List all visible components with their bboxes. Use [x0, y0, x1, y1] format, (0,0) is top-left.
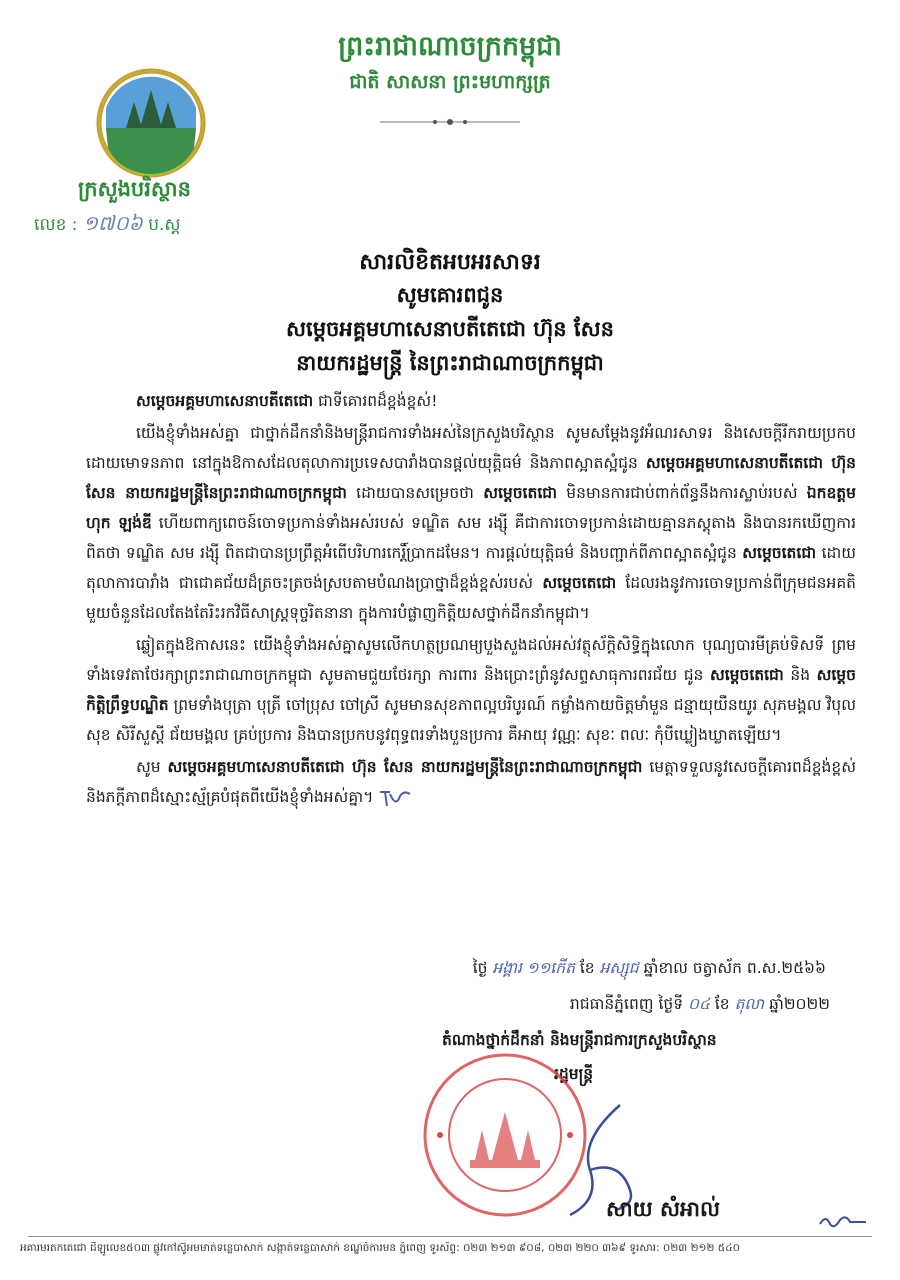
p1-text-c: ដោយបានសម្រេចថា	[356, 484, 474, 502]
reference-number	[34, 210, 181, 240]
p1-bold-h: សម្តេចតេជោ	[742, 544, 817, 562]
paragraph-3	[86, 752, 856, 812]
p2-bold-d: សម្តេចកិត្តិព្រឹទ្ធបណ្ឌិត	[86, 666, 856, 714]
footer-address: អគារមរតកតេជោ ដីឡូលេខ៥០៣ ផ្លូវកៅស៊ូអមមាត់ទន្លេបាសាក់ សង្កាត់ទន្លេបាសាក់ ខណ្ឌចំការមន ភ្នំពេញ ទូរស័ព្ទ: ០២៣ ២១៣ ៩០៨, ០២៣ ២២០ ៣៦៩ ទូរសារ: ០២៣ ២១២ ៥៤០	[20, 1242, 741, 1254]
handwritten-initial-icon	[378, 786, 412, 810]
solar-year: ឆ្នាំ២០២២	[769, 995, 830, 1013]
p3-bold-b: សម្តេចអគ្គមហាសេនាបតីតេជោ ហ៊ុន សែន នាយករដ្ឋមន្ត្រីនៃព្រះរាជាណាចក្រកម្ពុជា	[167, 758, 643, 776]
paragraph-1	[86, 418, 856, 628]
p3-text-c: មេត្តាទទួលនូវសេចក្តីគោរពដ៏ខ្ពង់ខ្ពស់ និងភក្តីភាពដ៏ស្មោះស្ម័គ្របំផុតពីយើងខ្ញុំទាំងអស់គ្នា។	[86, 758, 856, 806]
p2-text-c: និង	[790, 666, 811, 684]
letter-title: សារលិខិតអបអរសាទរ	[359, 250, 541, 275]
salutation-rest: ជាទីគោរពដ៏ខ្ពង់ខ្ពស់!	[318, 392, 438, 410]
p3-text-a: សូម	[136, 758, 161, 776]
ornament-divider-icon	[380, 118, 520, 126]
p2-bold-b: សម្តេចតេជោ	[709, 666, 784, 684]
solar-month-label: ខែ	[714, 995, 730, 1013]
signatory-title: តំណាងថ្នាក់ដឹកនាំ និងមន្ត្រីរាជការក្រសួងបរិស្ថាន	[442, 1031, 717, 1049]
national-motto: ជាតិ សាសនា ព្រះមហាក្សត្រ	[349, 71, 551, 93]
p1-bold-f: ឯកឧត្តម ហុក ឡង់ឌី	[86, 484, 856, 532]
solar-month-handwritten: តុលា	[734, 995, 765, 1013]
solar-day-handwritten: ០៤	[688, 995, 710, 1013]
paragraph-2	[86, 630, 856, 750]
lunar-year: ឆ្នាំខាល ចត្វាស័ក ព.ស.២៥៦៦	[643, 959, 826, 977]
lunar-date	[473, 958, 826, 981]
p1-bold-j: សម្តេចតេជោ	[542, 574, 617, 592]
p1-text-g: ហើយពាក្យពេចន៍ចោទប្រកាន់ទាំងអស់របស់ ទណ្ឌិត សម រង្ស៊ី គឺជាការចោទប្រកាន់ដោយគ្មានភស្តុតាង និងបានរកឃើញការពិតថា ទណ្ឌិត សម រង្ស៊ី ពិតជាបានប្រព្រឹត្តអំពើបរិហារកេរ្តិ៍ប្រាកដមែន។ ការផ្តល់យុត្តិធម៌ និងបញ្ជាក់ពីភាពស្អាតស្អំជូន	[86, 514, 856, 562]
ministry-logo-icon	[96, 68, 206, 178]
p1-text-a: យើងខ្ញុំទាំងអស់គ្នា ជាថ្នាក់ដឹកនាំនិងមន្ត្រីរាជការទាំងអស់នៃក្រសួងបរិស្ថាន សូមសម្តែងនូវអំណរសាទរ និងសេចក្តីរីករាយប្រកបដោយមោទនភាព នៅក្នុងឱកាសដែលតុលាការប្រទេសបារាំងបានផ្តល់យុត្តិធម៌ និងភាពស្អាតស្អំជូន	[86, 424, 856, 472]
addressee-intro: សូមគោរពជូន	[396, 283, 504, 307]
solar-prefix: រាជធានីភ្នំពេញ ថ្ងៃទី	[569, 995, 684, 1013]
footer-divider	[28, 1236, 872, 1237]
signatory-role: រដ្ឋមន្ត្រី	[554, 1065, 594, 1083]
p1-text-k: ដែលរងនូវការចោទប្រកាន់ពីក្រុមជនអគតិមួយចំនួនដែលតែងតែរិះរកវិធីសាស្ត្រទុច្ចរិតនានា ក្នុងការបំផ្លាញកិត្តិយសថ្នាក់ដឹកនាំកម្ពុជា។	[86, 574, 856, 622]
solar-date	[570, 994, 830, 1017]
ref-number: ១៧០៦	[82, 211, 143, 235]
p2-text-a: ឆ្លៀតក្នុងឱកាសនេះ យើងខ្ញុំទាំងអស់គ្នាសូមលើកហត្ថប្រណម្យបួងសួងដល់អស់វត្ថុស័ក្តិសិទ្ធិក្នុងលោក បុណ្យបារមីគ្រប់ទិសទី ព្រមទាំងទេវតាថែរក្សាព្រះរាជាណាចក្រកម្ពុជា សូមតាមជួយថែរក្សា ការពារ និងប្រោះព្រំនូវសព្ទសាធុការពរជ័យ ជូន	[86, 636, 856, 684]
addressee-name: សម្តេចអគ្គមហាសេនាបតីតេជោ ហ៊ុន សែន	[286, 317, 614, 341]
p1-bold-d: សម្តេចតេជោ	[483, 484, 557, 502]
addressee-position: នាយករដ្ឋមន្ត្រី នៃព្រះរាជាណាចក្រកម្ពុជា	[296, 351, 604, 375]
kingdom-title: ព្រះរាជាណាចក្រកម្ពុជា	[338, 31, 562, 62]
signatory-name: សាយ សំអាល់	[606, 1197, 720, 1221]
ref-suffix: ប.ស្ត	[148, 215, 181, 235]
lunar-prefix: ថ្ងៃ	[472, 959, 488, 977]
ref-prefix: លេខ :	[34, 215, 78, 235]
p1-text-e: មិនមានការជាប់ពាក់ព័ន្ធនឹងការស្លាប់របស់	[566, 484, 798, 502]
salutation-bold: សម្តេចអគ្គមហាសេនាបតីតេជោ	[136, 392, 314, 410]
letter-body	[86, 386, 856, 814]
lunar-month-handwritten: អស្សុជ	[599, 959, 639, 977]
lunar-day-handwritten: អង្គារ ១១កើត	[492, 959, 575, 977]
p1-text-i: ដោយតុលាការបារាំង ជាជោគជ័យដ៏ត្រចះត្រចង់ស្របតាមបំណងប្រាថ្នាដ៏ខ្ពង់ខ្ពស់របស់	[86, 544, 856, 592]
initial-mark-icon	[818, 1210, 868, 1232]
lunar-month-label: ខែ	[579, 959, 595, 977]
p2-text-e: ព្រមទាំងបុត្រា បុត្រី ចៅប្រុស ចៅស្រី សូមមានសុខភាពល្អបរិបូរណ៍ កម្លាំងកាយចិត្តមាំមួន ជន្មាយុយឺនយូរ សុភមង្គល វិបុលសុខ សិរីសួស្តី ជ័យមង្គល គ្រប់ប្រការ និងបានប្រកបនូវពុទ្ធពរទាំងបួនប្រការ គឺអាយុ វណ្ណៈ សុខៈ ពលៈ កុំបីឃ្លៀងឃ្លាតឡើយ។	[86, 696, 856, 744]
ministry-name: ក្រសួងបរិស្ថាន	[78, 177, 191, 201]
p1-bold-b: សម្តេចអគ្គមហាសេនាបតីតេជោ ហ៊ុន សែន នាយករដ្ឋមន្ត្រីនៃព្រះរាជាណាចក្រកម្ពុជា	[86, 454, 856, 502]
salutation	[86, 386, 856, 416]
